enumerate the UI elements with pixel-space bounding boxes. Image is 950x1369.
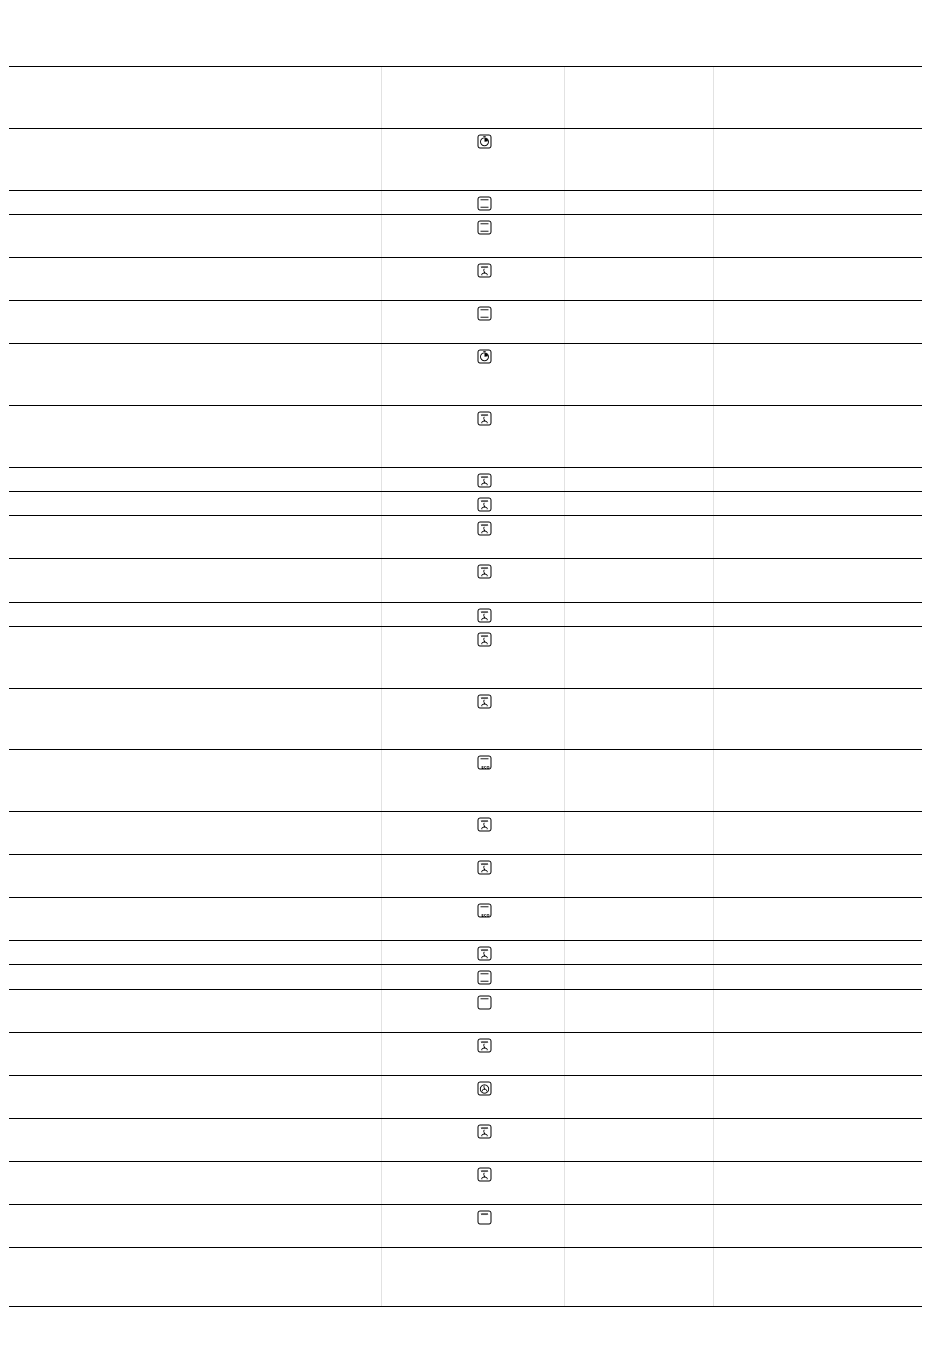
svg-text:ECO: ECO <box>481 913 490 918</box>
column-divider <box>713 990 714 1032</box>
column-divider <box>381 215 382 257</box>
column-divider <box>564 941 565 964</box>
fan-grill-icon <box>477 411 492 426</box>
column-divider <box>564 191 565 214</box>
column-divider <box>381 559 382 602</box>
column-divider <box>381 406 382 467</box>
column-divider <box>713 1162 714 1204</box>
column-divider <box>564 603 565 626</box>
top-bottom-heat-icon <box>477 220 492 235</box>
column-divider <box>713 301 714 343</box>
table-row <box>9 941 922 964</box>
column-divider <box>713 965 714 989</box>
column-divider <box>381 812 382 854</box>
table-row <box>9 603 922 626</box>
column-divider <box>713 258 714 300</box>
column-divider <box>381 258 382 300</box>
column-divider <box>564 1205 565 1247</box>
fan-grill-icon <box>477 860 492 875</box>
table-row <box>9 344 922 405</box>
column-divider <box>564 689 565 749</box>
top-heat-icon <box>477 995 492 1010</box>
column-divider <box>564 468 565 491</box>
column-divider <box>564 301 565 343</box>
column-divider <box>381 603 382 626</box>
grill-icon <box>477 1210 492 1225</box>
column-divider <box>713 1076 714 1118</box>
row-divider <box>9 1306 922 1307</box>
column-divider <box>564 1033 565 1075</box>
column-divider <box>381 191 382 214</box>
table-row <box>9 990 922 1032</box>
fan-grill-icon <box>477 608 492 623</box>
eco-heat-icon <box>477 755 492 770</box>
table-row <box>9 215 922 257</box>
table-row <box>9 1119 922 1161</box>
column-divider <box>381 344 382 405</box>
column-divider <box>564 965 565 989</box>
column-divider <box>564 855 565 897</box>
column-divider <box>713 1119 714 1161</box>
column-divider <box>713 468 714 491</box>
fan-grill-icon <box>477 263 492 278</box>
table-row <box>9 1205 922 1247</box>
column-divider <box>381 941 382 964</box>
column-divider <box>564 406 565 467</box>
column-divider <box>381 627 382 688</box>
fan-grill-icon <box>477 521 492 536</box>
timer-icon <box>477 134 492 149</box>
top-bottom-heat-icon <box>477 196 492 211</box>
table-row <box>9 965 922 989</box>
column-divider <box>381 689 382 749</box>
column-divider <box>564 1162 565 1204</box>
column-divider <box>381 492 382 515</box>
column-divider <box>564 990 565 1032</box>
column-divider <box>564 627 565 688</box>
column-divider <box>564 67 565 128</box>
column-divider <box>381 516 382 558</box>
fan-grill-icon <box>477 497 492 512</box>
table-row <box>9 750 922 811</box>
table-row <box>9 1076 922 1118</box>
column-divider <box>381 1033 382 1075</box>
column-divider <box>381 1076 382 1118</box>
top-bottom-heat-icon <box>477 970 492 985</box>
column-divider <box>564 344 565 405</box>
column-divider <box>381 1205 382 1247</box>
column-divider <box>564 812 565 854</box>
fan-grill-icon <box>477 946 492 961</box>
column-divider <box>713 898 714 940</box>
column-divider <box>564 750 565 811</box>
column-divider <box>564 1248 565 1306</box>
column-divider <box>713 67 714 128</box>
column-divider <box>713 1205 714 1247</box>
column-divider <box>713 941 714 964</box>
table-footer-row <box>9 1248 922 1306</box>
column-divider <box>564 898 565 940</box>
fan-grill-icon <box>477 473 492 488</box>
table-row <box>9 1033 922 1075</box>
column-divider <box>713 406 714 467</box>
fan-grill-icon <box>477 564 492 579</box>
table-row <box>9 258 922 300</box>
top-bottom-heat-icon <box>477 306 492 321</box>
column-divider <box>564 258 565 300</box>
fan-grill-icon <box>477 1124 492 1139</box>
column-divider <box>713 689 714 749</box>
table-row <box>9 898 922 940</box>
column-divider <box>713 215 714 257</box>
table-row <box>9 812 922 854</box>
column-divider <box>564 1076 565 1118</box>
table-row <box>9 468 922 491</box>
table-row <box>9 559 922 602</box>
table-row <box>9 689 922 749</box>
table-row <box>9 492 922 515</box>
column-divider <box>713 191 714 214</box>
column-divider <box>381 1162 382 1204</box>
column-divider <box>381 965 382 989</box>
table-row <box>9 1162 922 1204</box>
column-divider <box>713 603 714 626</box>
column-divider <box>381 468 382 491</box>
fan-grill-icon <box>477 1038 492 1053</box>
column-divider <box>564 129 565 190</box>
column-divider <box>713 516 714 558</box>
column-divider <box>381 1248 382 1306</box>
table-row <box>9 627 922 688</box>
fan-grill-icon <box>477 817 492 832</box>
column-divider <box>381 67 382 128</box>
column-divider <box>713 627 714 688</box>
column-divider <box>381 129 382 190</box>
column-divider <box>564 492 565 515</box>
column-divider <box>564 1119 565 1161</box>
column-divider <box>713 492 714 515</box>
table-row <box>9 191 922 214</box>
column-divider <box>713 344 714 405</box>
column-divider <box>564 516 565 558</box>
column-divider <box>381 898 382 940</box>
table-row <box>9 129 922 190</box>
eco-heat-icon <box>477 903 492 918</box>
column-divider <box>564 215 565 257</box>
column-divider <box>564 559 565 602</box>
table-header-row <box>9 67 922 128</box>
settings-table <box>9 0 922 1369</box>
column-divider <box>381 301 382 343</box>
column-divider <box>713 812 714 854</box>
column-divider <box>713 559 714 602</box>
svg-text:ECO: ECO <box>481 765 490 770</box>
hot-air-icon <box>477 1081 492 1096</box>
column-divider <box>381 750 382 811</box>
column-divider <box>713 855 714 897</box>
table-row <box>9 406 922 467</box>
column-divider <box>713 1248 714 1306</box>
fan-grill-icon <box>477 1167 492 1182</box>
fan-grill-icon <box>477 694 492 709</box>
column-divider <box>713 129 714 190</box>
column-divider <box>713 1033 714 1075</box>
table-row <box>9 855 922 897</box>
table-row <box>9 516 922 558</box>
table-row <box>9 301 922 343</box>
fan-grill-icon <box>477 632 492 647</box>
column-divider <box>381 1119 382 1161</box>
timer-icon <box>477 349 492 364</box>
column-divider <box>381 990 382 1032</box>
column-divider <box>381 855 382 897</box>
column-divider <box>713 750 714 811</box>
